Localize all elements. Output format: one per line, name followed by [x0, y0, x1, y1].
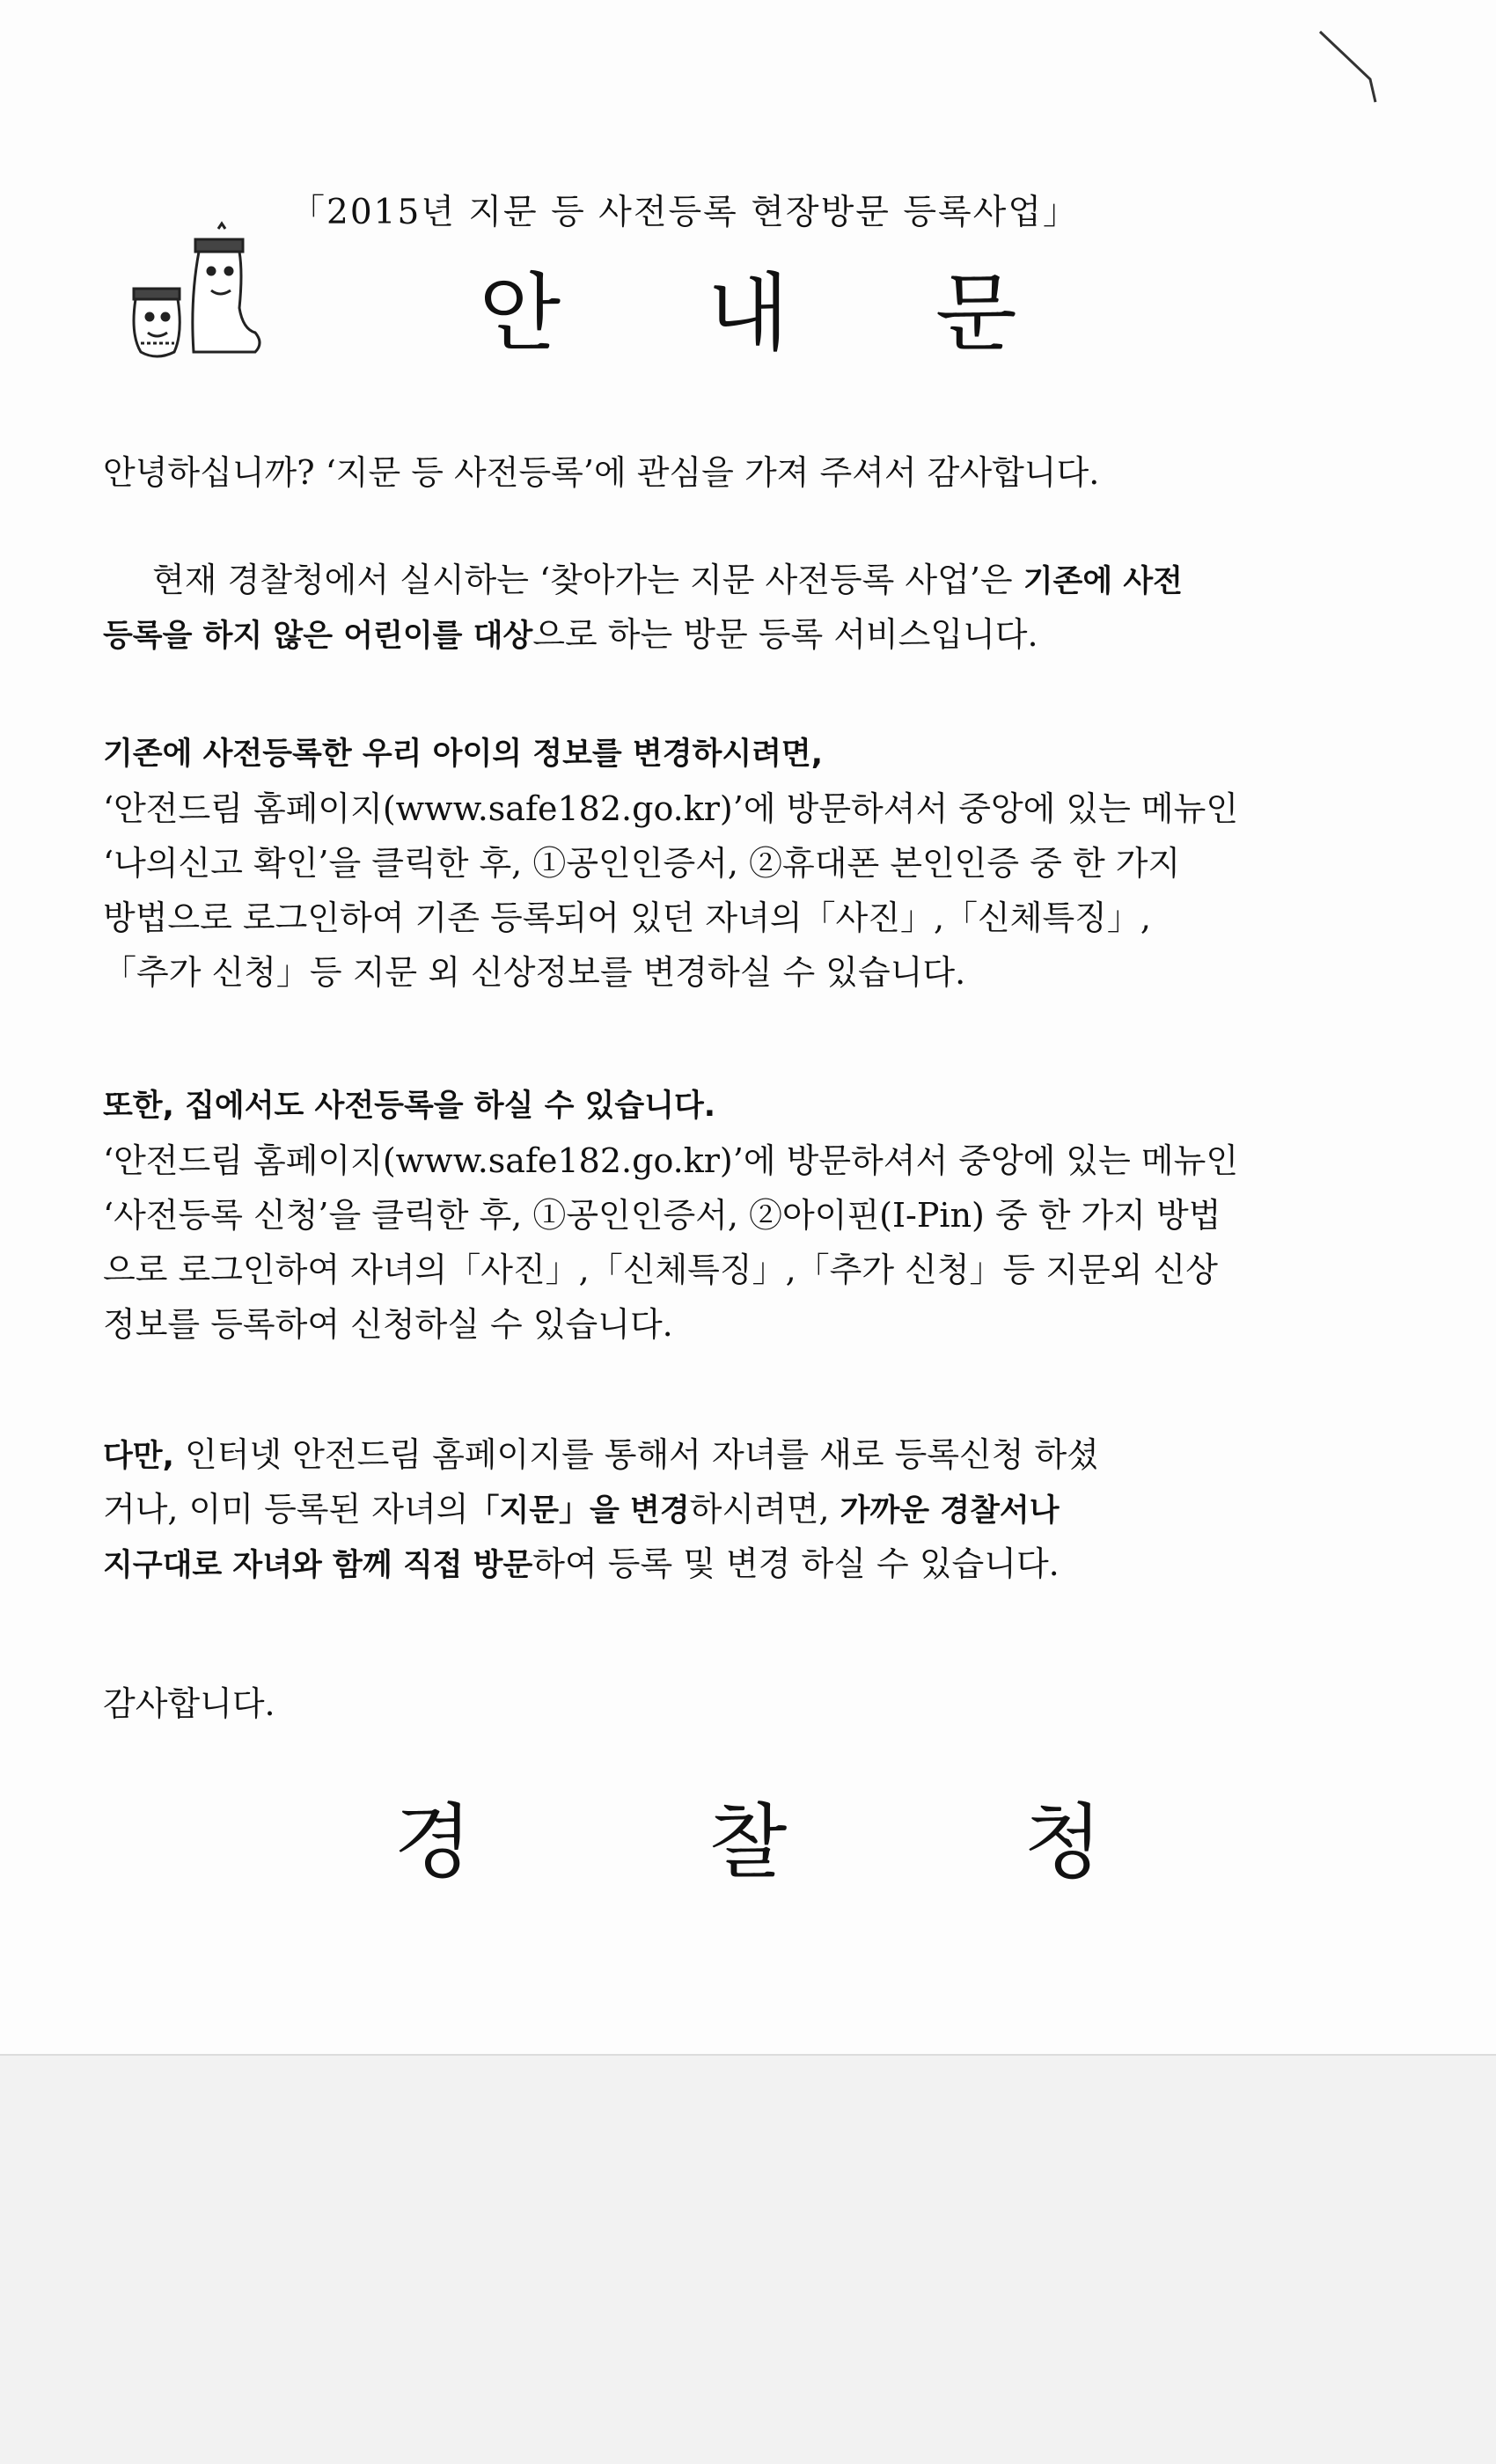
change-info-line: ‘나의신고 확인’을 클릭한 후, ①공인인증서, ②휴대폰 본인인증 중 한 가지	[103, 844, 1181, 883]
home-registration-line: 으로 로그인하여 자녀의「사진」,「신체특징」,「추가 신청」등 지문외 신상	[103, 1250, 1218, 1289]
home-registration-line: 정보를 등록하여 신청하실 수 있습니다.	[103, 1305, 673, 1344]
intro-emphasis: 등록을 하지 않은 어린이를 대상	[103, 619, 533, 654]
change-info-line: 방법으로 로그인하여 기존 등록되어 있던 자녀의「사진」,「신체특징」,	[103, 898, 1151, 937]
greeting-paragraph: 안녕하십니까? ‘지문 등 사전등록’에 관심을 가져 주셔서 감사합니다.	[103, 453, 1100, 492]
notice-text: 하시려면,	[689, 1490, 840, 1529]
notice-emphasis: 「지문」을 변경	[468, 1493, 690, 1529]
page-fold-area	[0, 2055, 1496, 2464]
intro-text: 으로 하는 방문 등록 서비스입니다.	[532, 615, 1038, 654]
program-header: 「2015년 지문 등 사전등록 현장방문 등록사업」	[290, 193, 1080, 232]
notice-text: 인터넷 안전드림 홈페이지를 통해서 자녀를 새로 등록신청 하셨	[173, 1435, 1099, 1474]
intro-emphasis: 기존에 사전	[1023, 564, 1183, 599]
change-info-line: ‘안전드림 홈페이지(www.safe182.go.kr)’에 방문하셔서 중앙에 있는 메뉴인	[103, 789, 1239, 828]
home-registration-section	[103, 1079, 1361, 1352]
notice-emphasis: 지구대로 자녀와 함께 직접 방문	[103, 1548, 533, 1583]
notice-lead: 다만,	[103, 1439, 174, 1474]
notice-emphasis: 가까운 경찰서나	[840, 1493, 1060, 1529]
staple-mark	[1316, 25, 1386, 104]
home-registration-heading: 또한, 집에서도 사전등록을 하실 수 있습니다.	[103, 1089, 716, 1124]
issuer-signature: 경 찰 청	[393, 1795, 1208, 1889]
closing-text: 감사합니다.	[103, 1684, 275, 1723]
intro-text: 현재 경찰청에서 실시하는 ‘찾아가는 지문 사전등록 사업’은	[152, 561, 1023, 599]
page-fold-line	[0, 2054, 1496, 2056]
notice-text: 거나, 이미 등록된 자녀의	[103, 1490, 469, 1529]
notice-text: 하여 등록 및 변경 하실 수 있습니다.	[532, 1544, 1060, 1583]
home-registration-line: ‘안전드림 홈페이지(www.safe182.go.kr)’에 방문하셔서 중앙에 있는 메뉴인	[103, 1141, 1239, 1180]
notice-paragraph	[103, 1427, 1361, 1591]
change-info-heading: 기존에 사전등록한 우리 아이의 정보를 변경하시려면,	[103, 737, 824, 772]
change-info-line: 「추가 신청」등 지문 외 신상정보를 변경하실 수 있습니다.	[103, 953, 966, 992]
intro-paragraph	[103, 553, 1361, 662]
document-title: 안 내 문	[479, 264, 1077, 363]
home-registration-line: ‘사전등록 신청’을 클릭한 후, ①공인인증서, ②아이핀(I-Pin) 중 한 가지 방법	[103, 1196, 1221, 1235]
change-info-section	[103, 727, 1361, 1000]
